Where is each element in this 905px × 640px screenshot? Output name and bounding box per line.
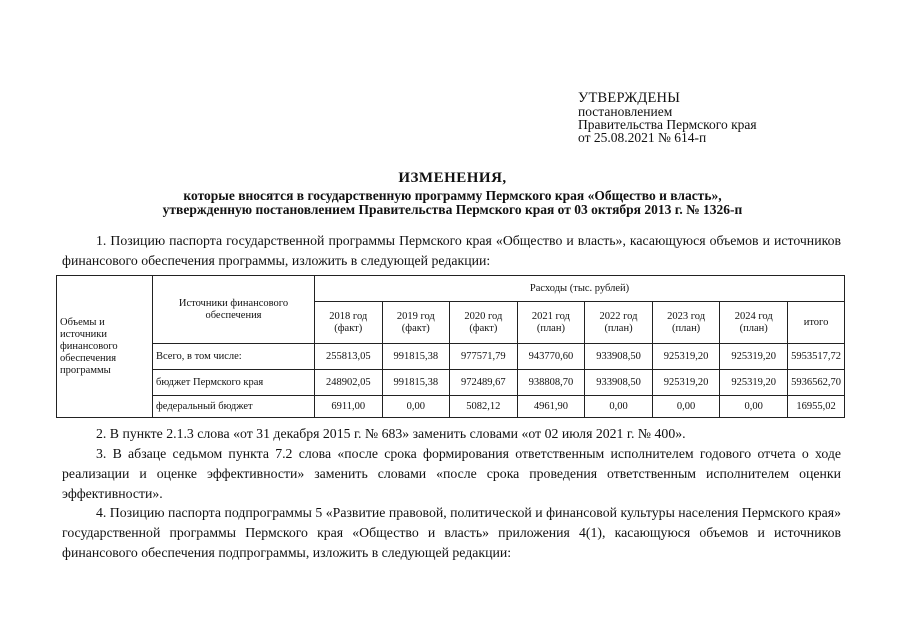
total-header: итого <box>788 302 845 344</box>
row-value: 5082,12 <box>450 396 518 418</box>
row-value: 977571,79 <box>450 344 518 370</box>
paragraph-2 <box>62 424 841 444</box>
row-value: 925319,20 <box>652 344 720 370</box>
row-value: 5936562,70 <box>788 370 845 396</box>
approval-line: постановлением <box>578 104 673 119</box>
approval-line: Правительства Пермского края <box>578 117 757 132</box>
row-value: 0,00 <box>585 396 653 418</box>
paragraph-4 <box>62 503 841 563</box>
paragraph-text: 4. Позицию паспорта подпрограммы 5 «Развитие правовой, политической и финансовой культуры населения Пермского края» государственной программы Пермского края «Общество и власть» приложения 4(1), касающуюся объемов и источников финансового обеспечения подпрограммы, изложить в следующей редакции: <box>62 505 841 560</box>
row-value: 991815,38 <box>382 370 450 396</box>
paragraph-text: 3. В абзаце седьмом пункта 7.2 слова «после срока формирования ответственным исполнителем годового отчета о ходе реализации и оценке эффективности» заменить словами «после срока проведения ответственным исполнителем оценки эффективности». <box>62 446 841 501</box>
year-header: 2023 год (план) <box>652 302 720 344</box>
row-value: 255813,05 <box>315 344 383 370</box>
row-value: 0,00 <box>652 396 720 418</box>
expenses-header: Расходы (тыс. рублей) <box>315 276 845 302</box>
year-header: 2020 год (факт) <box>450 302 518 344</box>
row-value: 925319,20 <box>720 344 788 370</box>
year-header: 2022 год (план) <box>585 302 653 344</box>
row-value: 5953517,72 <box>788 344 845 370</box>
row-value: 16955,02 <box>788 396 845 418</box>
row-value: 925319,20 <box>720 370 788 396</box>
row-value: 938808,70 <box>517 370 585 396</box>
subtitle-line: утвержденную постановлением Правительства Пермского края от 03 октября 2013 г. № 1326-п <box>162 202 743 217</box>
year-header: 2024 год (план) <box>720 302 788 344</box>
row-value: 6911,00 <box>315 396 383 418</box>
paragraph-3 <box>62 444 841 504</box>
row-value: 248902,05 <box>315 370 383 396</box>
row-value: 943770,60 <box>517 344 585 370</box>
row-value: 933908,50 <box>585 370 653 396</box>
subtitle-line: которые вносятся в государственную программу Пермского края «Общество и власть», <box>183 188 722 203</box>
row-value: 0,00 <box>382 396 450 418</box>
row-value: 925319,20 <box>652 370 720 396</box>
document-title: ИЗМЕНЕНИЯ, <box>398 170 507 186</box>
row-value: 972489,67 <box>450 370 518 396</box>
paragraph-1 <box>62 231 841 271</box>
row-value: 991815,38 <box>382 344 450 370</box>
row-value: 4961,90 <box>517 396 585 418</box>
year-header: 2019 год (факт) <box>382 302 450 344</box>
document-subtitle <box>0 189 905 217</box>
row-source: бюджет Пермского края <box>153 370 315 396</box>
approval-line: от 25.08.2021 № 614-п <box>578 130 707 145</box>
row-source: Всего, в том числе: <box>153 344 315 370</box>
year-header: 2018 год (факт) <box>315 302 383 344</box>
sources-header: Источники финансового обеспечения <box>153 276 315 344</box>
row-source: федеральный бюджет <box>153 396 315 418</box>
paragraph-text: 1. Позицию паспорта государственной программы Пермского края «Общество и власть», касающуюся объемов и источников финансового обеспечения программы, изложить в следующей редакции: <box>62 233 841 268</box>
row-value: 0,00 <box>720 396 788 418</box>
year-header: 2021 год (план) <box>517 302 585 344</box>
row-value: 933908,50 <box>585 344 653 370</box>
financing-table <box>56 275 845 418</box>
table-row <box>57 396 845 418</box>
table-row <box>57 344 845 370</box>
table-first-column: Объемы и источники финансового обеспечения программы <box>57 276 153 418</box>
paragraph-text: 2. В пункте 2.1.3 слова «от 31 декабря 2015 г. № 683» заменить словами «от 02 июля 2021 г. № 400». <box>96 426 686 441</box>
approval-block <box>578 92 757 144</box>
approval-heading: УТВЕРЖДЕНЫ <box>578 90 681 106</box>
table-row <box>57 370 845 396</box>
